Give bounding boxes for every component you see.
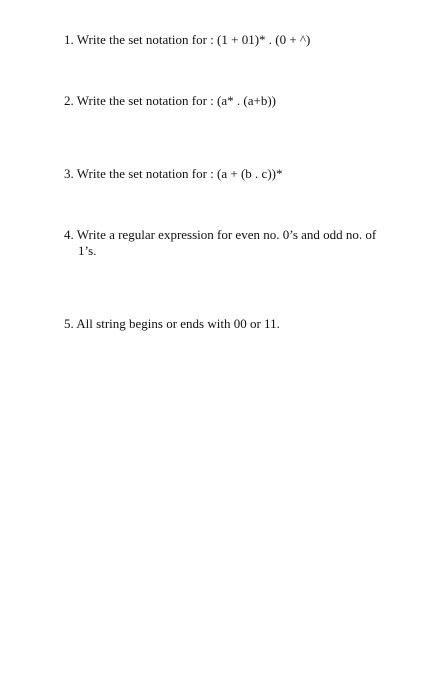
question-2-text: Write the set notation for : (a* . (a+b)) <box>76 93 276 108</box>
question-1-text: Write the set notation for : (1 + 01)* . (0 + ^) <box>76 32 311 47</box>
question-5-number: 5. <box>64 316 74 331</box>
question-1 <box>64 32 394 48</box>
question-3-line <box>64 166 394 182</box>
question-2-line <box>64 93 394 109</box>
question-2-number: 2. <box>64 93 74 108</box>
question-4-line <box>64 227 394 259</box>
question-3-number: 3. <box>64 166 74 181</box>
question-3-text: Write the set notation for : (a + (b . c))* <box>76 166 283 181</box>
question-4 <box>64 227 394 259</box>
question-4-number: 4. <box>64 227 74 242</box>
question-3 <box>64 166 394 182</box>
question-4-text: Write a regular expression for even no. 0’s and odd no. of 1’s. <box>76 227 377 258</box>
question-1-number: 1. <box>64 32 74 47</box>
question-5-text: All string begins or ends with 00 or 11. <box>76 316 280 331</box>
question-2 <box>64 93 394 109</box>
question-5-line <box>64 316 394 332</box>
question-5 <box>64 316 394 332</box>
question-1-line <box>64 32 394 48</box>
